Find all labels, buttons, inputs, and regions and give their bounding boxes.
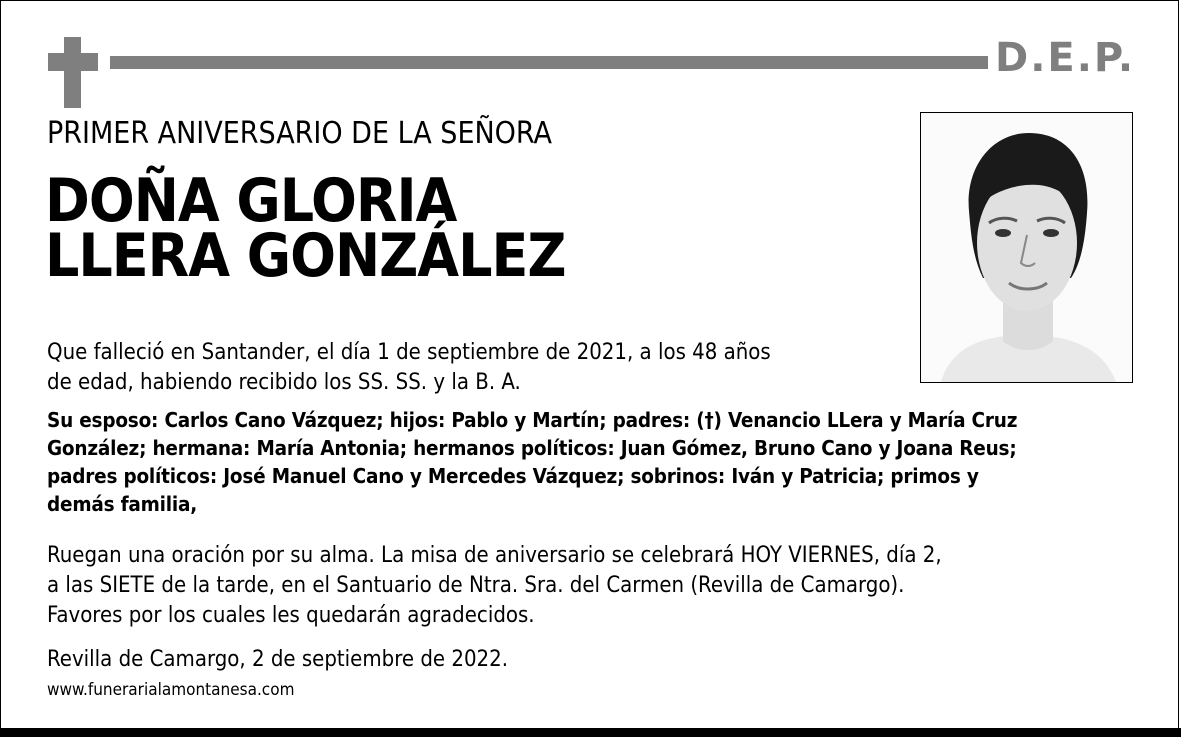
bottom-border [0, 728, 1181, 737]
portrait-icon [921, 113, 1132, 382]
header-rule [110, 56, 988, 69]
cross-icon-vertical [64, 37, 81, 108]
cross-icon-horizontal [48, 53, 98, 71]
mass-paragraph [47, 541, 942, 631]
mass-line: Favores por los cuales les quedarán agradecidos. [47, 603, 535, 628]
family-line: padres políticos: José Manuel Cano y Mercedes Vázquez; sobrinos: Iván y Patricia; primos y [47, 464, 979, 488]
family-line: demás familia, [47, 492, 198, 516]
deceased-name-line1: DOÑA GLORIA [45, 166, 457, 236]
family-line: González; hermana: María Antonia; hermanos políticos: Juan Gómez, Bruno Cano y Joana Reus; [47, 436, 1017, 460]
mass-line: Ruegan una oración por su alma. La misa de aniversario se celebrará HOY VIERNES, día 2, [47, 543, 942, 568]
mass-line: a las SIETE de la tarde, en el Santuario de Ntra. Sra. del Carmen (Revilla de Camargo). [47, 573, 905, 598]
dep-label: D.E.P. [995, 35, 1136, 81]
deceased-name-line2: LLERA GONZÁLEZ [45, 221, 566, 291]
portrait-photo [920, 112, 1133, 383]
intro-line: Que falleció en Santander, el día 1 de septiembre de 2021, a los 48 años [47, 340, 771, 365]
intro-line: de edad, habiendo recibido los SS. SS. y la B. A. [47, 370, 521, 395]
website-link[interactable]: www.funerarialamontanesa.com [47, 680, 295, 700]
family-paragraph [47, 406, 1132, 518]
place-date: Revilla de Camargo, 2 de septiembre de 2022. [47, 647, 509, 672]
notice-subtitle: PRIMER ANIVERSARIO DE LA SEÑORA [47, 116, 552, 151]
intro-paragraph [47, 338, 771, 398]
family-line: Su esposo: Carlos Cano Vázquez; hijos: Pablo y Martín; padres: (†) Venancio LLera y María Cruz [47, 408, 1018, 432]
